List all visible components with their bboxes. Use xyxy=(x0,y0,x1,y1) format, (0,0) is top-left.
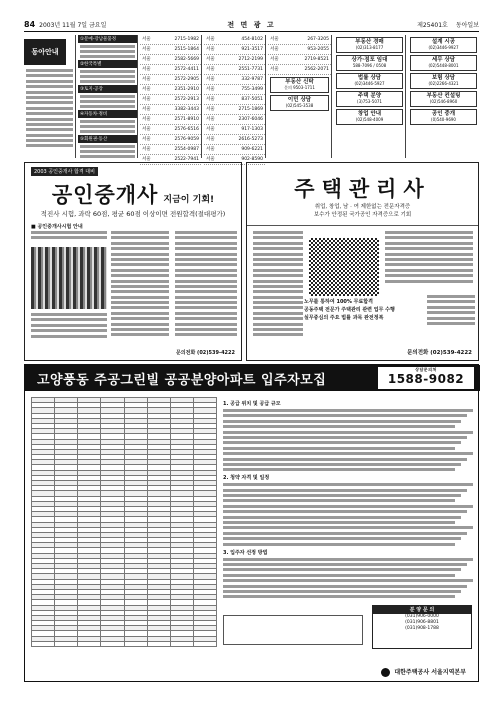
classified-phone: 902-8590 xyxy=(241,157,263,162)
notice-body xyxy=(223,397,475,617)
classified-category: ③토지·공장 xyxy=(78,85,137,93)
notice-callbox xyxy=(378,367,474,389)
realtor-ad-title-small: 지금이 기회! xyxy=(163,195,215,205)
notice-section-head: 3. 입주자 선정 방법 xyxy=(223,549,268,556)
classified-ad-phone: (02)2266-4321 xyxy=(428,81,459,86)
realtor-ad-title-big: 공인중개사 xyxy=(51,183,159,207)
classified-phone: 953-2055 xyxy=(307,47,329,52)
classified-phone: 2616-5273 xyxy=(238,137,263,142)
classified-phone: 332-9787 xyxy=(241,77,263,82)
realtor-ad-section-head: ■ 공인중개사시험 안내 xyxy=(31,224,83,230)
realtor-ad-title xyxy=(25,179,241,209)
classified-region: 서울 xyxy=(206,137,215,142)
paper-name: 동아일보 xyxy=(455,22,479,29)
classified-row xyxy=(140,85,201,95)
realtor-ad-tag: 2003 공인중개사 합격 대비 xyxy=(31,167,98,176)
notice-title: 고양풍동 주공그린빌 공공분양아파트 입주자모집 xyxy=(37,372,327,388)
realtor-ad-text-a xyxy=(31,231,107,245)
classified-category: ①문예-강남물품정 xyxy=(78,35,137,43)
classified-region: 서울 xyxy=(142,147,151,152)
classified-region: 서울 xyxy=(270,37,279,42)
classified-ad-phone: (02)313-8177 xyxy=(355,45,384,50)
classified-region: 서울 xyxy=(142,77,151,82)
notice-section-head: 1. 공급 위치 및 공급 규모 xyxy=(223,401,281,407)
classified-col-2 xyxy=(78,35,138,158)
classified-region: 서울 xyxy=(142,57,151,62)
realtor-ad-subtitle: 적진사 시험, 과락 60점, 평균 60점 이상이면 전원합격(절대평가) xyxy=(40,210,226,218)
classified-phone: 2551-7731 xyxy=(238,67,263,72)
company-name: 대한주택공사 서울지역본부 xyxy=(394,669,466,676)
classified-ad-phone: (02)545-3538 xyxy=(285,103,314,108)
section-title: 전 면 광 고 xyxy=(227,20,276,29)
housing-ad-sub2: 보수가 안정된 국가공인 자격증으로 기회 xyxy=(313,212,412,218)
classified-ad-title: 주택 분양 xyxy=(357,93,382,99)
classified-row xyxy=(140,135,201,145)
realtor-ad xyxy=(24,162,242,361)
classified-region: 서울 xyxy=(142,37,151,42)
notice-call-number: 1588-9082 xyxy=(387,372,465,386)
classified-row xyxy=(140,125,201,135)
notice-table xyxy=(31,397,217,647)
issue-number: 제25401호 xyxy=(417,22,448,29)
classified-ad-title: 창업 안내 xyxy=(357,111,382,117)
classified-col-6 xyxy=(334,35,406,158)
classified-ad-title: 이민 상담 xyxy=(287,97,312,103)
classified-row xyxy=(204,85,265,95)
classified-phone: 3382-3443 xyxy=(174,107,199,112)
classified-ad-title: 부동산 경매 xyxy=(355,39,384,45)
classified-phone: 2719-8521 xyxy=(304,57,329,62)
housing-ad-text-a xyxy=(253,231,303,343)
classified-ad-box xyxy=(336,37,403,53)
housing-ad-subtitle xyxy=(247,203,478,219)
classified-row xyxy=(204,135,265,145)
classified-ad-phone: (3)753-5071 xyxy=(357,99,382,104)
classified-region: 서울 xyxy=(206,57,215,62)
classified-ad-box xyxy=(270,95,329,111)
classified-phone: 2522-7941 xyxy=(174,157,199,162)
classified-ad-title: 보험 상담 xyxy=(431,75,456,81)
classified-phone: 755-3499 xyxy=(241,87,263,92)
classified-region: 서울 xyxy=(142,97,151,102)
classified-region: 서울 xyxy=(206,107,215,112)
classified-region: 서울 xyxy=(206,47,215,52)
classified-region: 서울 xyxy=(206,147,215,152)
notice-title-bar xyxy=(25,365,480,391)
classified-ad-title: 부동산 신탁 xyxy=(285,79,314,85)
classified-phone: 2715-1869 xyxy=(238,107,263,112)
classified-ad-phone: 588-7096 / 0508 xyxy=(352,63,387,68)
classified-phone: 2572-4411 xyxy=(174,67,199,72)
classified-phone: 917-1303 xyxy=(241,127,263,132)
classified-region: 서울 xyxy=(206,117,215,122)
classified-phone: 2571-8910 xyxy=(174,117,199,122)
classified-row xyxy=(140,65,201,75)
classified-region: 서울 xyxy=(142,127,151,132)
classified-row xyxy=(204,105,265,115)
classified-region: 서울 xyxy=(142,117,151,122)
classified-region: 서울 xyxy=(206,157,215,162)
classified-ad-box xyxy=(410,55,477,71)
classified-phone: 2576-9059 xyxy=(174,137,199,142)
classified-row xyxy=(204,45,265,55)
classified-row xyxy=(140,35,201,45)
classified-region: 서울 xyxy=(270,57,279,62)
classified-phone: 454-8102 xyxy=(241,37,263,42)
classified-region: 서울 xyxy=(142,67,151,72)
classified-col-5 xyxy=(268,35,332,158)
realtor-ad-phone: 문의전화 (02)539-4222 xyxy=(175,350,235,356)
housing-ad-title: 주택관리사 xyxy=(294,177,431,201)
housing-ad-bullet: 실무중심의 주요 법률 과목 완전정복 xyxy=(304,315,384,321)
classified-category: ④자동차·정비 xyxy=(78,110,137,118)
issue-date: 2003년 11월 7일 금요일 xyxy=(39,22,107,29)
classified-phone: 2576-6516 xyxy=(174,127,199,132)
realtor-ad-photo xyxy=(31,247,107,309)
col1-lines xyxy=(26,69,73,150)
classified-row xyxy=(140,105,201,115)
classified-row xyxy=(140,95,201,105)
classified-region: 서울 xyxy=(206,87,215,92)
classified-ad-box xyxy=(270,77,329,93)
housing-ad-phone: 문의전화 (02)539-4222 xyxy=(407,350,472,356)
classified-phone: 2351-2910 xyxy=(174,87,199,92)
classified-phone: 2582-5669 xyxy=(174,57,199,62)
housing-ad-sub1: 취업, 창업, 남 · 여 제한없는 전문자격증 xyxy=(314,204,411,210)
classified-row xyxy=(204,55,265,65)
classified-row xyxy=(268,55,331,65)
page-number: 84 xyxy=(24,20,36,29)
classified-phone: 2307-6046 xyxy=(238,117,263,122)
classified-region: 서울 xyxy=(142,107,151,112)
notice-info-line: (031)906-0000 xyxy=(405,614,439,619)
classified-region: 서울 xyxy=(206,67,215,72)
classified-row xyxy=(204,145,265,155)
housing-ad-bullet: 노무를 통하여 100% 무료합격 xyxy=(304,299,373,305)
classified-region: 서울 xyxy=(142,137,151,142)
housing-ad-text-b xyxy=(385,231,473,291)
classified-row xyxy=(140,45,201,55)
classified-region: 서울 xyxy=(270,67,279,72)
housing-ad-divider xyxy=(247,225,478,226)
classified-row xyxy=(140,115,201,125)
classified-phone: 2572-2905 xyxy=(174,77,199,82)
classified-phone: 2515-1864 xyxy=(174,47,199,52)
housing-ad-graphic xyxy=(309,238,379,296)
classified-row xyxy=(268,45,331,55)
guide-logo: 동아안내 xyxy=(24,39,66,65)
realtor-ad-text-b xyxy=(111,231,169,343)
classified-col-4 xyxy=(204,35,266,162)
classified-row xyxy=(204,115,265,125)
classified-phone: 2712-2199 xyxy=(238,57,263,62)
notice-small-table xyxy=(223,615,363,645)
classified-ad-title: 부동산 컨설팅 xyxy=(426,93,461,99)
classified-phone: 921-3517 xyxy=(241,47,263,52)
classified-ad-title: 설계 시공 xyxy=(431,39,456,45)
notice-section-head: 2. 청약 자격 및 일정 xyxy=(223,475,270,482)
classified-col-1 xyxy=(24,35,76,158)
classified-region: 서울 xyxy=(206,97,215,102)
classified-region: 서울 xyxy=(142,157,151,162)
classified-ad-box xyxy=(336,73,403,89)
classified-ad-box xyxy=(336,55,403,71)
classified-ad-box xyxy=(410,37,477,53)
housing-ad-bullets xyxy=(304,298,395,322)
notice-info-line: (031)906-8801 xyxy=(405,620,439,625)
notice-info-line: (031)908-1788 xyxy=(405,626,439,631)
classified-row xyxy=(140,145,201,155)
classified-ad-phone: (02)3446-5927 xyxy=(354,81,385,86)
notice-footer xyxy=(25,667,478,677)
notice-info-head: 분 양 문 의 xyxy=(373,606,471,614)
realtor-ad-text-d xyxy=(31,313,107,343)
classified-row xyxy=(204,75,265,85)
classified-ad-box xyxy=(336,109,403,125)
classified-region: 서울 xyxy=(270,47,279,52)
classified-region: 서울 xyxy=(206,77,215,82)
classified-ad-phone: (02)3446-9927 xyxy=(428,45,459,50)
classified-ad-phone: (02)5448-8001 xyxy=(428,63,459,68)
classified-row xyxy=(140,55,201,65)
classified-ad-box xyxy=(410,91,477,107)
classified-region: 서울 xyxy=(206,37,215,42)
classified-row xyxy=(204,35,265,45)
realtor-ad-text-c xyxy=(175,231,237,343)
classified-ad-title: 세무 상담 xyxy=(431,57,456,63)
classified-row xyxy=(204,65,265,75)
classified-region: 서울 xyxy=(206,127,215,132)
classified-band xyxy=(24,35,479,162)
classified-category: ⑤회원권·동산 xyxy=(78,135,137,143)
classified-phone: 2554-0987 xyxy=(174,147,199,152)
classified-phone: 2572-2913 xyxy=(174,97,199,102)
classified-ad-box xyxy=(336,91,403,107)
classified-ad-phone: 문의 9503-1711 xyxy=(284,85,315,90)
classified-phone: 837-5051 xyxy=(241,97,263,102)
classified-row xyxy=(268,65,331,75)
classified-phone: 909-6221 xyxy=(241,147,263,152)
housing-manager-ad xyxy=(246,162,479,361)
classified-ad-phone: (02)548-4009 xyxy=(355,117,384,122)
page-header xyxy=(24,18,479,32)
classified-row xyxy=(140,75,201,85)
apartment-notice xyxy=(24,364,479,682)
classified-col-3 xyxy=(140,35,202,162)
classified-ad-box xyxy=(410,73,477,89)
classified-region: 서울 xyxy=(142,47,151,52)
classified-category: ②한국특별 xyxy=(78,60,137,68)
company-logo-icon xyxy=(381,668,390,677)
classified-phone: 267-3205 xyxy=(307,37,329,42)
housing-ad-text-c xyxy=(427,295,475,335)
classified-ad-title: 법률 상담 xyxy=(357,75,382,81)
classified-ad-phone: (02)546-8960 xyxy=(429,99,458,104)
classified-region: 서울 xyxy=(142,87,151,92)
classified-ad-title: 공인 중개 xyxy=(431,111,456,117)
classified-ad-phone: (0)540-9690 xyxy=(431,117,456,122)
classified-row xyxy=(204,95,265,105)
classified-ad-box xyxy=(410,109,477,125)
classified-ad-title: 상가·점포 임대 xyxy=(351,57,388,63)
classified-col-7 xyxy=(408,35,479,158)
housing-ad-bullet: 공동주택 전문가 주택관리 관련 업무 수행 xyxy=(304,307,395,313)
classified-phone: 2715-1982 xyxy=(174,37,199,42)
classified-row xyxy=(204,125,265,135)
notice-call-label: 상담문의처 xyxy=(415,367,437,372)
classified-row xyxy=(268,35,331,45)
notice-info-box xyxy=(372,605,472,649)
classified-phone: 2562-2071 xyxy=(304,67,329,72)
